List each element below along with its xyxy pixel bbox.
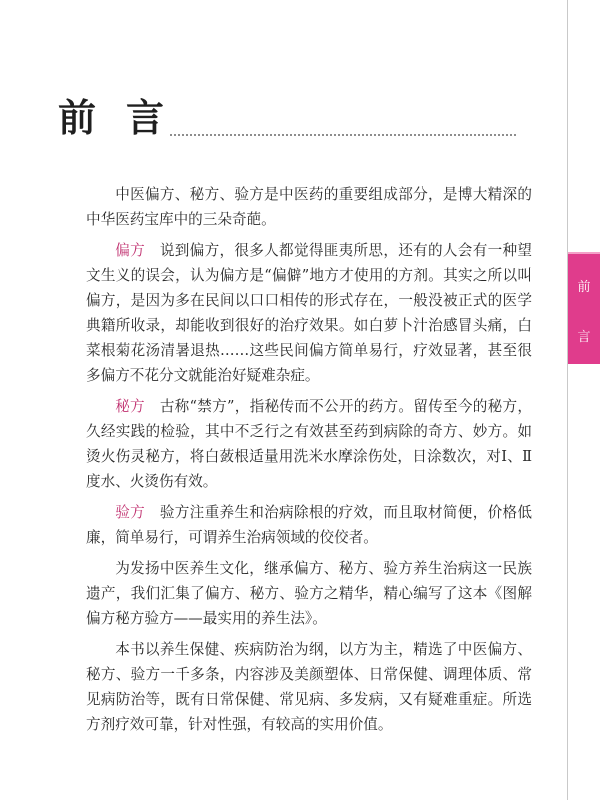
paragraph-mifang [86, 394, 532, 494]
term-label: 验方 [115, 504, 145, 521]
paragraph-text: 本书以养生保健、疾病防治为纲，以方为主，精选了中医偏方、秘方、验方一千多条，内容涉及美颜塑体、日常保健、调理体质、常见病防治等，既有日常保健、常见病、多发病，又有疑难重症。所选方剂疗效可靠，针对性强，有较高的实用价值。 [86, 641, 532, 733]
title-char-1: 前 [58, 95, 127, 140]
chapter-side-tab[interactable] [568, 252, 600, 364]
paragraph-yanfang [86, 500, 532, 550]
title-dotted-rule [170, 134, 516, 136]
term-label: 偏方 [115, 242, 145, 259]
title-char-2: 言 [126, 95, 195, 140]
paragraph-intro [86, 182, 532, 232]
paragraph-text: 为发扬中医养生文化，继承偏方、秘方、验方养生治病这一民族遗产，我们汇集了偏方、秘方、验方之精华，精心编写了这本《图解偏方秘方验方——最实用的养生法》。 [86, 560, 532, 627]
page-edge-line [567, 0, 568, 800]
side-tab-char-2: 言 [577, 330, 591, 345]
side-tab-char-1: 前 [577, 280, 591, 295]
paragraph-text: 说到偏方，很多人都觉得匪夷所思，还有的人会有一种望文生义的误会，认为偏方是“偏僻”地方才使用的方剂。其实之所以叫偏方，是因为多在民间以口口相传的形式存在，一般没被正式的医学典籍所收录，却能收到很好的治疗效果。如白萝卜汁治感冒头痛，白菜根菊花汤清暑退热……这些民间偏方简单易行，疗效显著，甚至很多偏方不花分文就能治好疑难杂症。 [86, 242, 532, 384]
paragraph-text: 古称“禁方”，指秘传而不公开的药方。留传至今的秘方，久经实践的检验，其中不乏行之有效甚至药到病除的奇方、妙方。如烫火伤灵秘方，将白蔹根适量用洗米水摩涂伤处，日涂数次，对Ⅰ、Ⅱ度水、火烫伤有效。 [86, 398, 532, 490]
paragraph-purpose [86, 556, 532, 631]
paragraph-text: 验方注重养生和治病除根的疗效，而且取材简便，价格低廉，简单易行，可谓养生治病领域的佼佼者。 [86, 504, 532, 546]
paragraph-pianfang [86, 238, 532, 388]
term-label: 秘方 [115, 398, 145, 415]
preface-body [86, 182, 532, 743]
paragraph-text: 中医偏方、秘方、验方是中医药的重要组成部分，是博大精深的中华医药宝库中的三朵奇葩。 [86, 186, 532, 228]
paragraph-contents [86, 637, 532, 737]
